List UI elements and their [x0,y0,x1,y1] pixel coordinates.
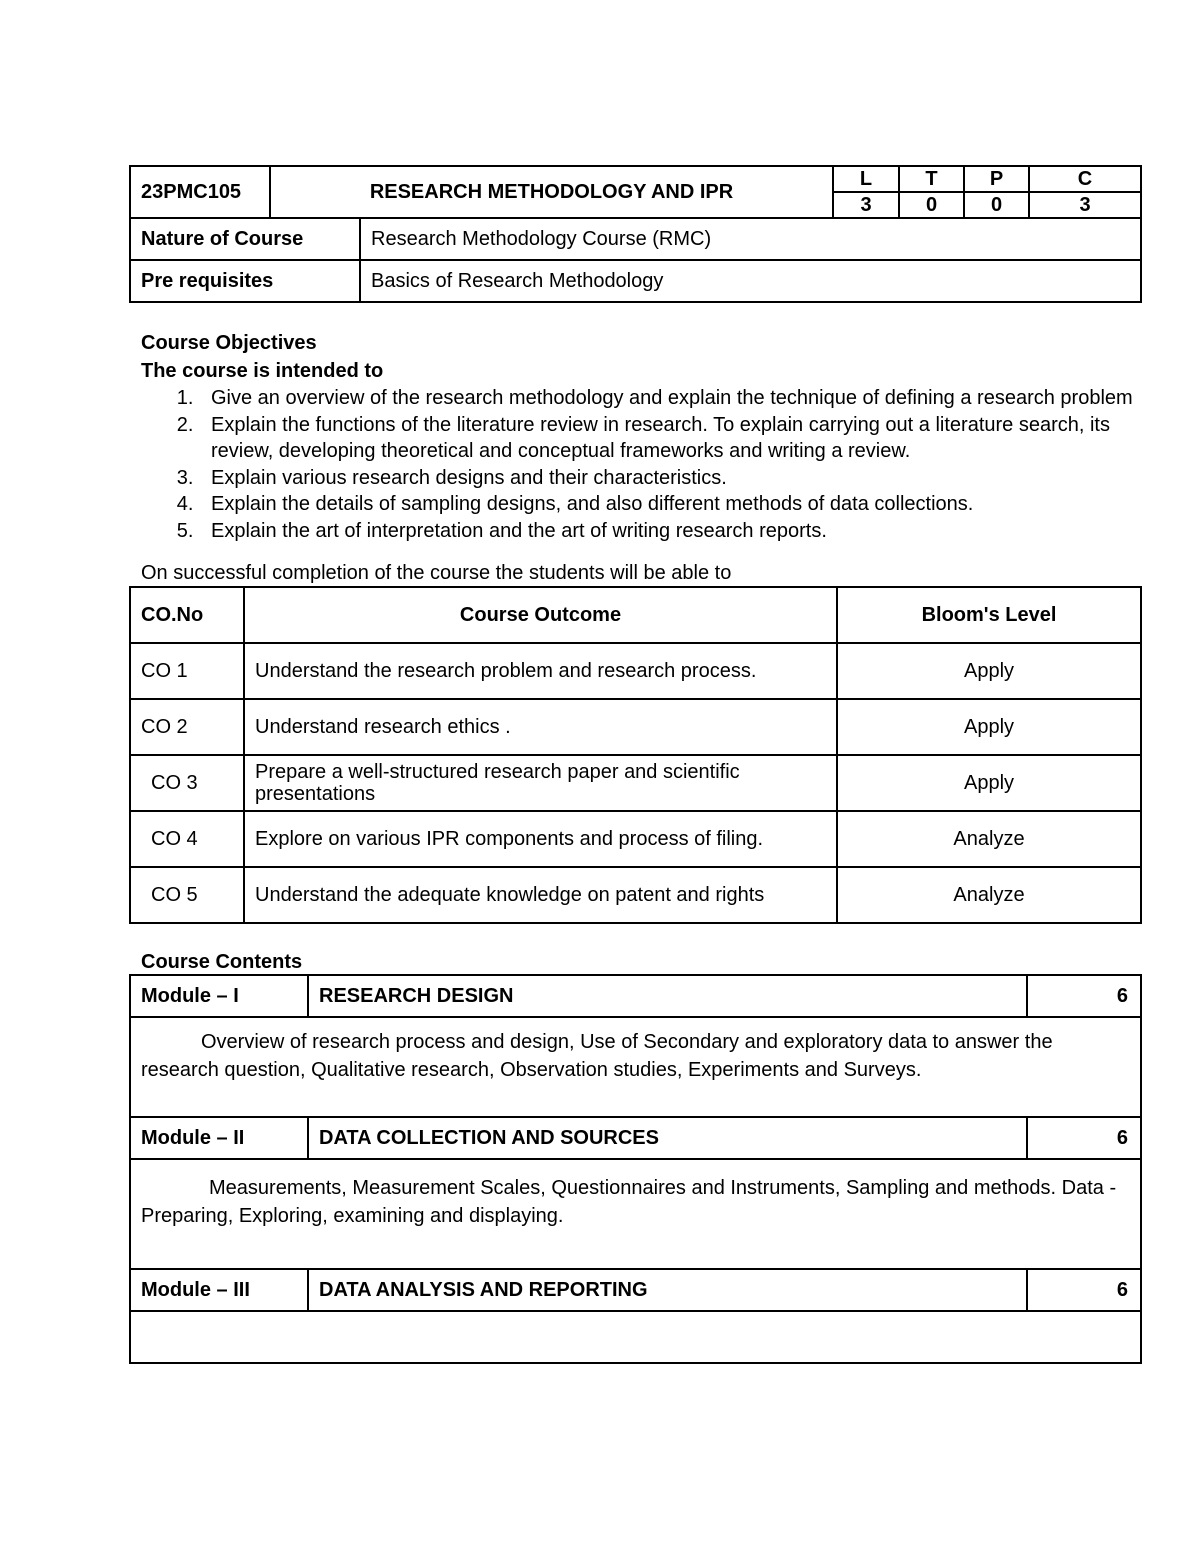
ltpc-value-l: 3 [860,193,872,216]
module-name: Module – III [130,1269,308,1311]
table-row [130,755,1141,811]
course-title: RESEARCH METHODOLOGY AND IPR [270,166,833,218]
objective-item: 2. Explain the functions of the literature review in research. To explain carrying out a literature search, its review, developing theoretical and conceptual frameworks and writing a review. [199,412,1142,465]
module-hours: 6 [1027,1269,1141,1311]
module-name: Module – I [130,975,308,1017]
objectives-title: Course Objectives [141,332,317,354]
prereq-label: Pre requisites [130,260,360,302]
prereq-value: Basics of Research Methodology [360,260,1141,302]
module-hours: 6 [1027,1117,1141,1159]
co-header-level: Bloom's Level [837,587,1141,643]
objectives-list [129,385,1142,544]
module-header-row [130,1117,1141,1159]
ltpc-label-l: L [834,167,899,192]
co-level: Analyze [837,811,1141,867]
table-row [130,811,1141,867]
module-body-cell [130,1159,1141,1269]
co-outcome: Understand the adequate knowledge on patent and rights [244,867,837,923]
course-info-table [129,217,1142,303]
co-level: Apply [837,755,1141,811]
co-header-no: CO.No [130,587,244,643]
module-title: DATA COLLECTION AND SOURCES [308,1117,1027,1159]
co-outcome: Understand research ethics . [244,699,837,755]
module-header-row [130,975,1141,1017]
ltpc-value-p: 0 [964,192,1029,217]
co-level: Analyze [837,867,1141,923]
course-outcomes-table [129,586,1142,924]
co-no: CO 2 [130,699,244,755]
ltpc-label-t: T [899,167,964,192]
module-header-row [130,1269,1141,1311]
module-name: Module – II [130,1117,308,1159]
co-level: Apply [837,699,1141,755]
table-row [130,643,1141,699]
co-level: Apply [837,643,1141,699]
nature-label: Nature of Course [130,218,360,260]
table-row [130,867,1141,923]
co-no: CO 3 [130,755,244,811]
module-body-row [130,1017,1141,1117]
co-no: CO 4 [130,811,244,867]
module-body-cell [130,1017,1141,1117]
module-title: RESEARCH DESIGN [308,975,1027,1017]
ltpc-label-c: C [1029,167,1140,192]
objectives-subtitle: The course is intended to [141,360,384,382]
module-body: Overview of research process and design, Use of Secondary and exploratory data to answer the research question, Qualitative research, Observation studies, Experiments and Surveys. [141,1031,1053,1081]
table-row [130,699,1141,755]
module-title: DATA ANALYSIS AND REPORTING [308,1269,1027,1311]
co-header-outcome: Course Outcome [244,587,837,643]
objective-item: 4. Explain the details of sampling designs, and also different methods of data collections. [199,491,1142,518]
co-outcome: Prepare a well-structured research paper and scientific presentations [244,755,837,811]
module-body-cell [130,1311,1141,1363]
contents-title: Course Contents [141,951,303,973]
co-no: CO 1 [130,643,244,699]
course-code: 23PMC105 [130,166,270,218]
module-body-row [130,1311,1141,1363]
outcomes-lead: On successful completion of the course the students will be able to [141,562,732,584]
co-no: CO 5 [130,867,244,923]
co-outcome: Explore on various IPR components and process of filing. [244,811,837,867]
objective-item: 5. Explain the art of interpretation and the art of writing research reports. [199,518,1142,545]
course-page [129,165,1142,1364]
module-body: Measurements, Measurement Scales, Questionnaires and Instruments, Sampling and methods. Data - Preparing, Exploring, examining and displaying. [141,1177,1117,1227]
ltpc-label-p: P [964,167,1029,192]
objective-item: 3. Explain various research designs and their characteristics. [199,465,1142,492]
objective-item: 1. Give an overview of the research methodology and explain the technique of defining a research problem [199,385,1142,412]
objectives-section [129,329,1142,385]
nature-value: Research Methodology Course (RMC) [360,218,1141,260]
module-body-row [130,1159,1141,1269]
ltpc-cell [833,166,1141,218]
ltpc-grid [834,167,1140,217]
ltpc-value-c: 3 [1029,192,1140,217]
module-hours: 6 [1027,975,1141,1017]
course-header-table [129,165,1142,219]
co-outcome: Understand the research problem and research process. [244,643,837,699]
course-contents-table [129,974,1142,1364]
ltpc-value-t: 0 [899,192,964,217]
